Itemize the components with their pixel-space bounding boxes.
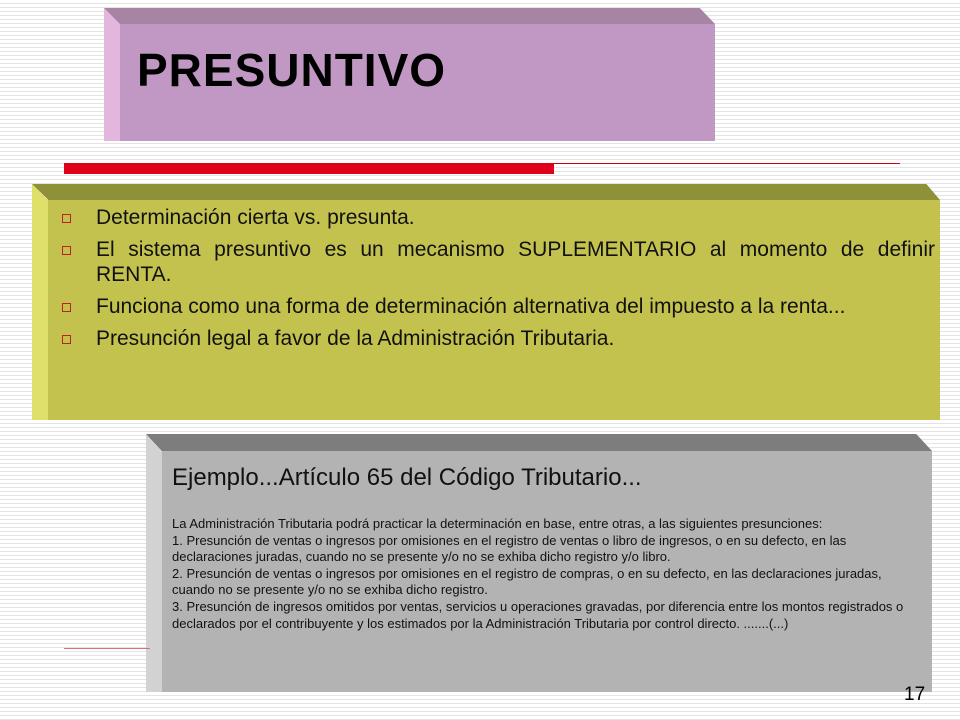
red-divider-bar xyxy=(64,163,554,174)
decorative-line xyxy=(64,648,150,649)
bullet-block-top-bevel xyxy=(32,184,940,200)
page-number: 17 xyxy=(904,684,926,705)
title-block-left-bevel xyxy=(104,8,120,141)
bullet-item: Presunción legal a favor de la Administración Tributaria. xyxy=(60,326,935,351)
bullet-list xyxy=(60,205,935,358)
square-bullet-icon xyxy=(62,335,71,344)
presumption-item: 1. Presunción de ventas o ingresos por omisiones en el registro de ventas o libro de ingresos, o en su defecto, en las declaraciones juradas, cuando no se presente y/o no se exhiba dicho registro y/o libro. xyxy=(172,532,847,565)
bullet-item: Determinación cierta vs. presunta. xyxy=(60,205,935,230)
example-block-top-bevel xyxy=(146,434,932,451)
example-block-left-bevel xyxy=(146,434,162,692)
presumption-item: 2. Presunción de ventas o ingresos por omisiones en el registro de compras, o en su defecto, en las declaraciones juradas, cuando no se presente y/o no se exhiba dicho registro. xyxy=(172,565,882,598)
bullet-item: Funciona como una forma de determinación alternativa del impuesto a la renta... xyxy=(60,294,935,319)
example-intro: La Administración Tributaria podrá practicar la determinación en base, entre otras, a las siguientes presunciones: xyxy=(172,516,823,531)
square-bullet-icon xyxy=(62,214,71,223)
example-heading: Ejemplo...Artículo 65 del Código Tributario... xyxy=(172,464,642,491)
red-divider-line xyxy=(554,163,900,164)
presumption-item: 3. Presunción de ingresos omitidos por ventas, servicios u operaciones gravadas, por diferencia entre los montos registrados o declarados por el contribuyente y los estimados por la Administración Tributaria por control directo. .......(...) xyxy=(172,598,904,631)
bullet-item: El sistema presuntivo es un mecanismo SUPLEMENTARIO al momento de definir RENTA. xyxy=(60,237,935,287)
example-body xyxy=(172,516,922,632)
bullet-block-left-bevel xyxy=(32,184,48,420)
title-block-top-bevel xyxy=(104,8,715,24)
slide-title: PRESUNTIVO xyxy=(137,44,447,96)
square-bullet-icon xyxy=(62,303,71,312)
square-bullet-icon xyxy=(62,246,71,255)
